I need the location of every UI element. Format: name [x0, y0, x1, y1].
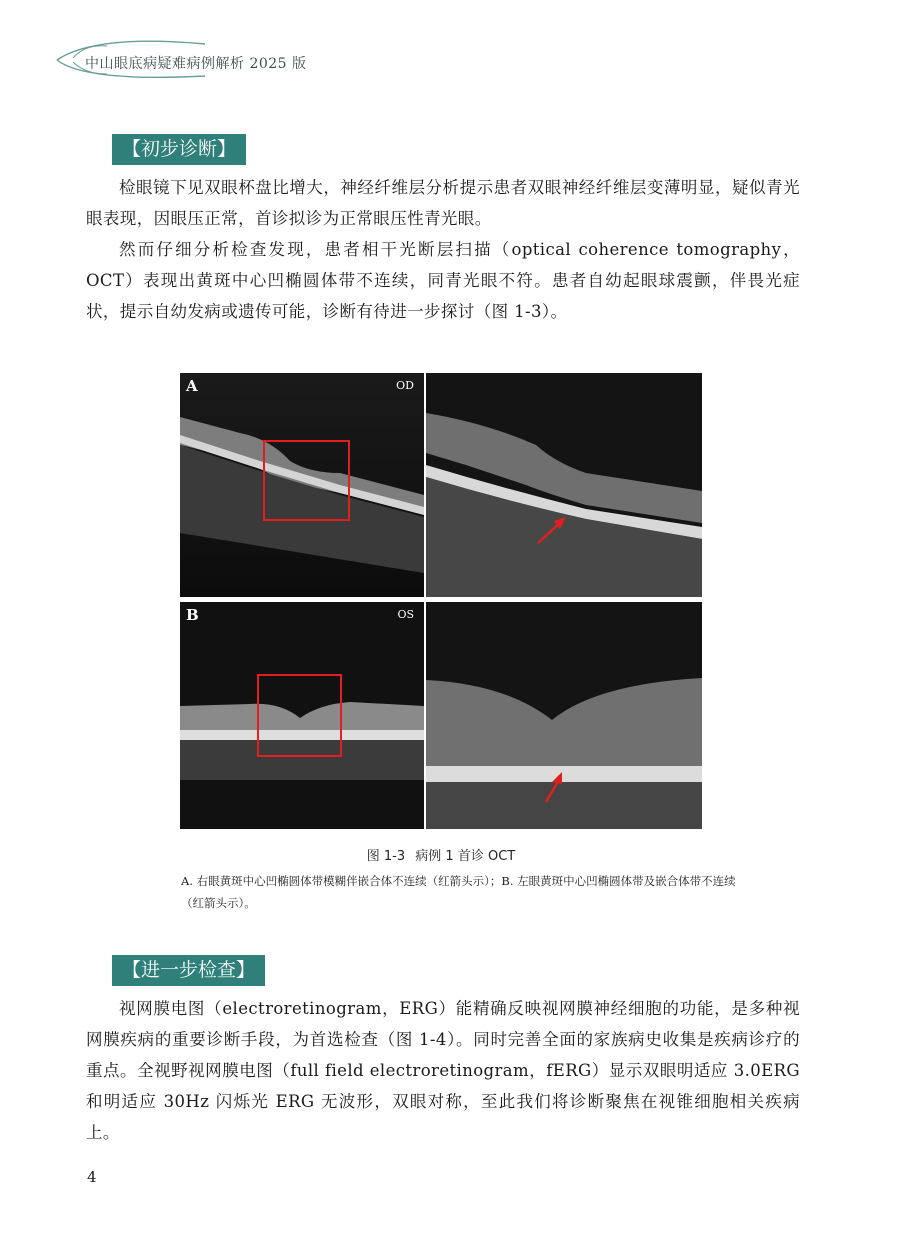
section-tag-preliminary-diagnosis: 【初步诊断】	[112, 134, 246, 165]
roi-box	[263, 440, 351, 522]
eye-label: OS	[397, 608, 414, 621]
paragraph: 检眼镜下见双眼杯盘比增大，神经纤维层分析提示患者双眼神经纤维层变薄明显，疑似青光眼表现，因眼压正常，首诊拟诊为正常眼压性青光眼。	[86, 178, 800, 228]
roi-box	[257, 674, 343, 758]
oct-panel-a-zoom	[426, 373, 702, 597]
panel-letter: B	[186, 606, 199, 624]
section-tag-further-examination: 【进一步检查】	[112, 955, 265, 986]
figure-caption	[180, 845, 702, 864]
header-title: 中山眼底病疑难病例解析 2025 版	[85, 56, 307, 72]
figure-number: 图 1-3	[366, 849, 406, 864]
oct-panel-a-wide	[180, 373, 424, 597]
oct-panel-b-zoom	[426, 602, 702, 829]
paragraph: 然而仔细分析检查发现，患者相干光断层扫描（optical coherence tomography，OCT）表现出黄斑中心凹椭圆体带不连续，同青光眼不符。患者自幼起眼球震颤，伴畏光症状，提示自幼发病或遗传可能，诊断有待进一步探讨（图 1-3）。	[86, 240, 800, 321]
paragraph: 视网膜电图（electroretinogram，ERG）能精确反映视网膜神经细胞的功能，是多种视网膜疾病的重要诊断手段，为首选检查（图 1-4）。同时完善全面的家族病史收集是疾病诊疗的重点。全视野视网膜电图（full field electroretinogram，fERG）显示双眼明适应 3.0ERG 和明适应 30Hz 闪烁光 ERG 无波形，双眼对称，至此我们将诊断聚焦在视锥细胞相关疾病上。	[86, 999, 800, 1142]
page-number: 4	[87, 1168, 97, 1186]
eye-label: OD	[396, 379, 414, 392]
running-header	[55, 36, 315, 84]
oct-panel-b-wide	[180, 602, 424, 829]
figure-title: 病例 1 首诊 OCT	[415, 849, 516, 864]
figure-legend: A. 右眼黄斑中心凹椭圆体带模糊伴嵌合体不连续（红箭头示）；B. 左眼黄斑中心凹椭圆体带及嵌合体带不连续（红箭头示）。	[181, 874, 736, 910]
panel-letter: A	[186, 377, 198, 395]
